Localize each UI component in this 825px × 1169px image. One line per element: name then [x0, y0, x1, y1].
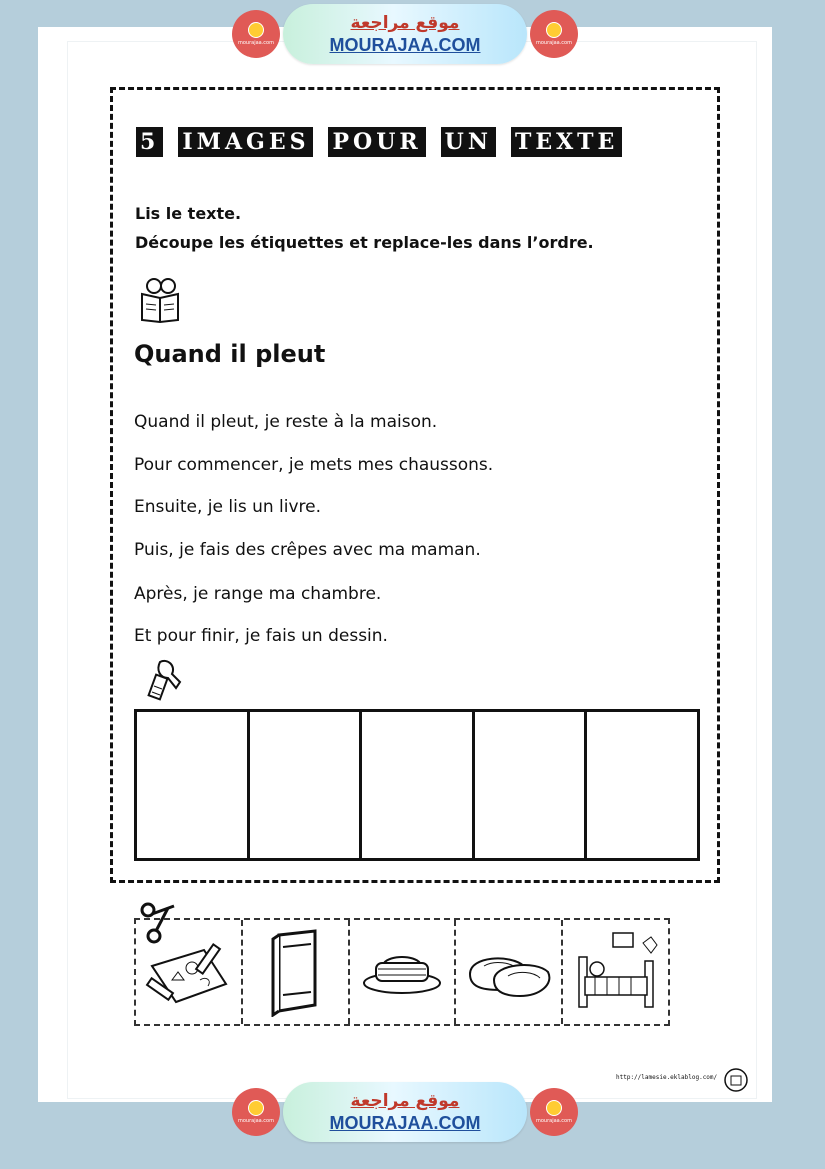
cut-label-crepes[interactable]	[350, 920, 457, 1024]
answer-box-5[interactable]	[587, 712, 697, 858]
bottom-banner[interactable]	[232, 1082, 578, 1142]
instruction-cut: Découpe les étiquettes et replace-les dans l’ordre.	[135, 233, 594, 252]
answer-box-2[interactable]	[250, 712, 363, 858]
site-logo-icon: mourajaa.com	[232, 1088, 280, 1136]
answer-boxes	[134, 709, 700, 861]
footer-url: http://lamesie.eklablog.com/	[616, 1074, 718, 1081]
site-name-latin: MOURAJAA.COM	[329, 1113, 481, 1133]
cut-out-labels	[134, 918, 670, 1026]
drawing-icon	[142, 936, 234, 1008]
story-line: Après, je range ma chambre.	[134, 584, 382, 604]
story-line: Pour commencer, je mets mes chaussons.	[134, 455, 494, 475]
book-icon	[265, 927, 325, 1017]
title-word: POUR	[328, 127, 425, 157]
cut-label-slippers[interactable]	[456, 920, 563, 1024]
title-word: 5	[136, 127, 163, 157]
cut-label-drawing[interactable]	[136, 920, 243, 1024]
site-link[interactable]	[283, 1082, 527, 1142]
story-line: Et pour finir, je fais un dessin.	[134, 626, 388, 646]
answer-box-1[interactable]	[137, 712, 250, 858]
title-word: IMAGES	[178, 127, 313, 157]
site-logo-icon: mourajaa.com	[232, 10, 280, 58]
title-word: UN	[441, 127, 496, 157]
slippers-icon	[464, 944, 554, 1000]
story-line: Ensuite, je lis un livre.	[134, 497, 322, 517]
title-word: TEXTE	[511, 127, 622, 157]
story-line: Puis, je fais des crêpes avec ma maman.	[134, 540, 481, 560]
site-logo-icon: mourajaa.com	[530, 10, 578, 58]
story-line: Quand il pleut, je reste à la maison.	[134, 412, 438, 432]
site-name-arabic: موقع مراجعة	[350, 13, 460, 33]
site-link[interactable]	[283, 4, 527, 64]
bedroom-icon	[571, 927, 661, 1017]
glue-stick-icon	[146, 656, 190, 704]
instruction-read: Lis le texte.	[135, 204, 242, 223]
signature-logo-icon	[722, 1066, 750, 1094]
crepes-icon	[360, 947, 444, 997]
answer-box-3[interactable]	[362, 712, 475, 858]
top-banner[interactable]	[232, 4, 578, 64]
reading-child-icon	[138, 276, 182, 324]
site-name-latin: MOURAJAA.COM	[329, 35, 481, 55]
answer-box-4[interactable]	[475, 712, 588, 858]
worksheet-title	[136, 127, 622, 157]
site-logo-icon: mourajaa.com	[530, 1088, 578, 1136]
cut-label-bedroom[interactable]	[563, 920, 668, 1024]
cut-label-book[interactable]	[243, 920, 350, 1024]
story-title: Quand il pleut	[134, 340, 326, 368]
site-name-arabic: موقع مراجعة	[350, 1091, 460, 1111]
